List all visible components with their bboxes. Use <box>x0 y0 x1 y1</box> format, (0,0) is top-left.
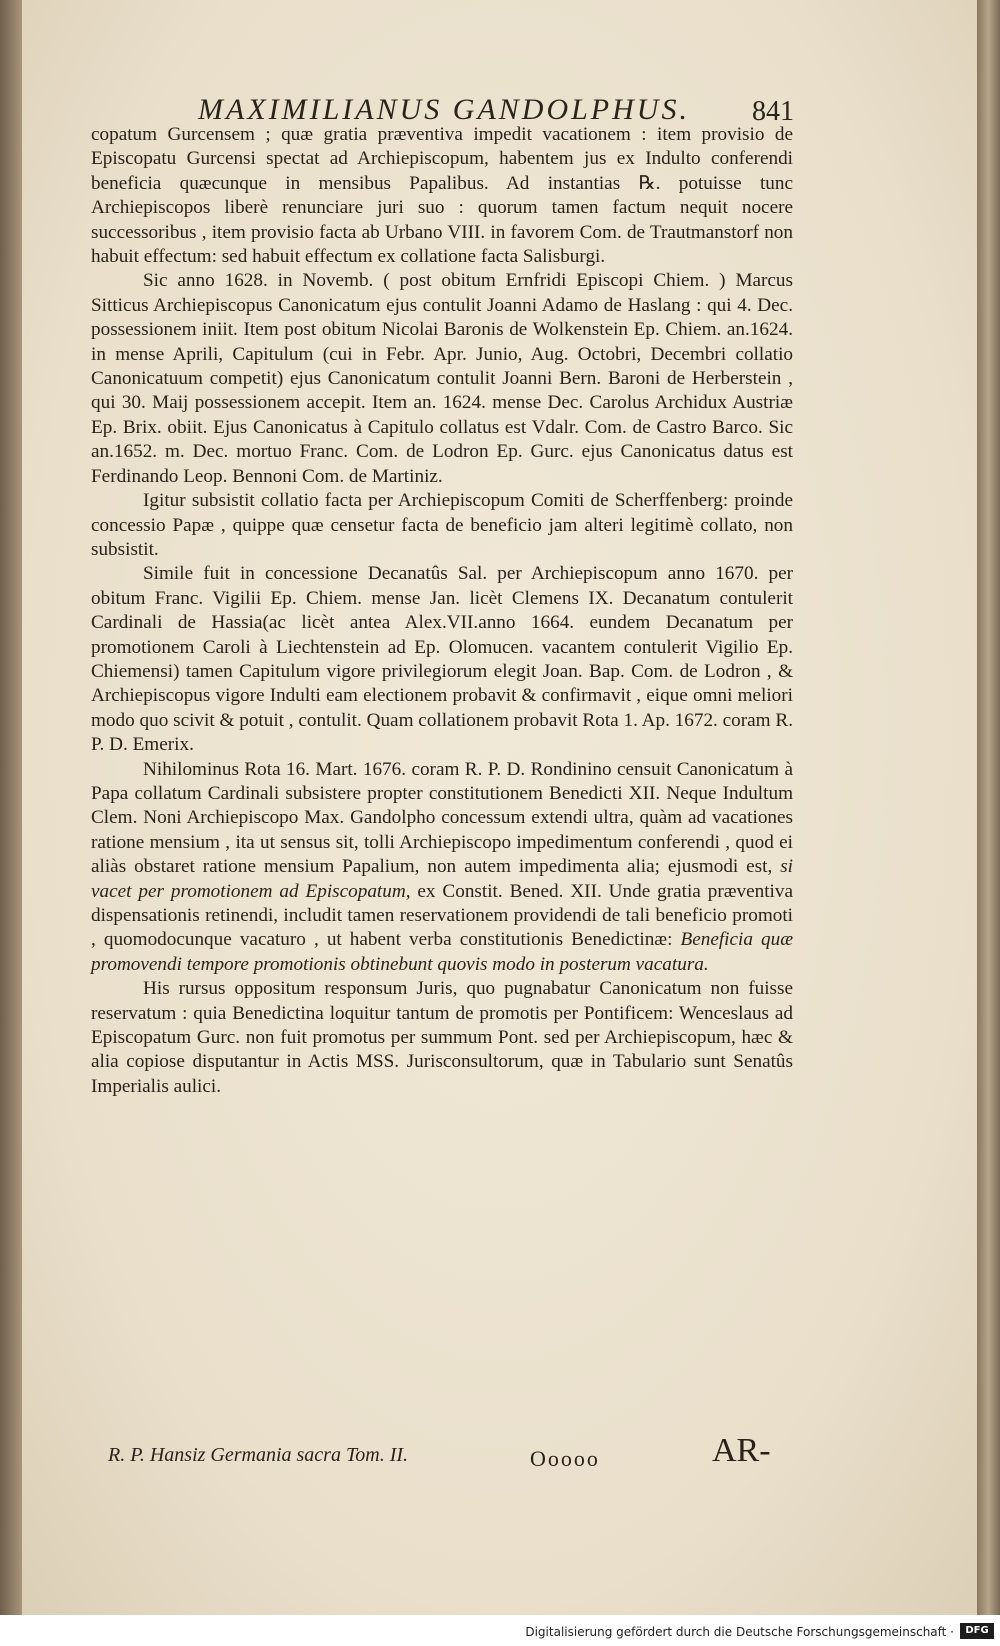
dfg-logo-icon: DFG <box>960 1623 994 1639</box>
catchword: AR- <box>712 1432 771 1469</box>
running-head: MAXIMILIANUS GANDOLPHUS. <box>198 93 690 126</box>
paragraph-6: His rursus oppositum responsum Juris, quo pugnabatur Canonicatum non fuisse reservatum : quia Benedictina loquitur tantum de promotis per Pontificem: Wenceslaus ad Episcopatum Gurc. non fuit promotus per summum Pont. sed per Archiepiscopum, hæc & alia copiose disputantur in Actis MSS. Jurisconsultorum, quæ in Tabulario sunt Senatûs Imperialis aulici. <box>91 978 793 1097</box>
body-text <box>91 123 793 1099</box>
page-number: 841 <box>752 96 794 127</box>
paragraph-5-italic-1: si vacet per promotionem ad Episcopatum, <box>91 856 793 902</box>
paragraph-1: copatum Gurcensem ; quæ gratia præventiva impedit vacationem : item provisio de Episcopatu Gurcensi spectat ad Archiepiscopum, habentem jus ex Indulto conferendi beneficia quæcunque in mensibus Papalibus. Ad instantias ℞. potuisse tunc Archiepiscopos liberè renunciare juri suo : quorum tamen factum nequit nocere successoribus , item provisio facta ab Urbano VIII. in favorem Com. de Trautmanstorf non habuit effectum: sed habuit effectum ex collatione facta Salisburgi. <box>91 124 793 268</box>
paragraph-4: Simile fuit in concessione Decanatûs Sal. per Archiepiscopum anno 1670. per obitum Franc. Vigilii Ep. Chiem. mense Jan. licèt Clemens IX. Decanatum contulerit Cardinali de Hassia(ac licèt antea Alex.VII.anno 1664. eundem Decanatum per promotionem Caroli à Liechtenstein ad Ep. Olomucen. vacantem contulerit Vigilio Ep. Chiemensi) tamen Capitulum vigore privilegiorum elegit Joan. Bap. Com. de Lodron , & Archiepiscopus vigore Indulti eam electionem probavit & confirmavit , eique omni meliori modo quo scivit & potuit , contulit. Quam collationem probavit Rota 1. Ap. 1672. coram R. P. D. Emerix. <box>91 563 793 756</box>
paragraph-3: Igitur subsistit collatio facta per Archiepiscopum Comiti de Scherffenberg: proinde concessio Papæ , quippe quæ censetur facta de beneficio jam alteri legitimè collato, non subsistit. <box>91 490 793 560</box>
signature-mark: Ooooo <box>530 1446 600 1471</box>
digitization-credit: Digitalisierung gefördert durch die Deutsche Forschungsgemeinschaft · <box>525 1625 954 1639</box>
page-edge-stack <box>977 0 1000 1615</box>
printer-signature: R. P. Hansiz Germania sacra Tom. II. <box>108 1444 409 1466</box>
paragraph-5-italic-2: Beneficia quæ promovendi tempore promotionis obtinebunt quovis modo in posterum vacatura. <box>91 929 794 975</box>
paragraph-5-part-2: ex Constit. Bened. XII. Unde gratia præventiva dispensationis retinendi, includit tamen reservationem providendi de tali beneficio promoti , quomodocunque vacaturo , ut habent verba constitutionis Benedictinæ: <box>91 880 793 951</box>
book-gutter <box>0 0 22 1615</box>
paragraph-2: Sic anno 1628. in Novemb. ( post obitum Ernfridi Episcopi Chiem. ) Marcus Sitticus Archiepiscopus Canonicatum ejus contulit Joanni Adamo de Haslang : qui 4. Dec. possessionem iniit. Item post obitum Nicolai Baronis de Wolkenstein Ep. Chiem. an.1624. in mense Aprili, Capitulum (cui in Febr. Apr. Junio, Aug. Octobri, Decembri collatio Canonicatuum competit) ejus Canonicatum contulit Joanni Bern. Baroni de Herberstein , qui 30. Maij possessionem accepit. Item an. 1624. mense Dec. Carolus Archidux Austriæ Ep. Brix. obiit. Ejus Canonicatus à Capitulo collatus est Vdalr. Com. de Castro Barco. Sic an.1652. m. Dec. mortuo Franc. Com. de Lodron Ep. Gurc. ejus Canonicatus datus est Ferdinando Leop. Bennoni Com. de Martiniz. <box>91 270 793 487</box>
paragraph-5 <box>91 758 793 978</box>
paragraph-5-part-1: Nihilominus Rota 16. Mart. 1676. coram R. P. D. Rondinino censuit Canonicatum à Papa collatum Cardinali subsistere propter constitutionem Benedicti XII. Neque Indultum Clem. Noni Archiepiscopo Max. Gandolpho concessum extendi ultra, quàm ad vacationes ratione mensium , ita ut sensus sit, tolli Archiepiscopo impedimentum conferendi , quod ei aliàs obstaret ratione mensium Papalium, non autem impedimenta alia; ejusmodi est, <box>91 758 793 878</box>
